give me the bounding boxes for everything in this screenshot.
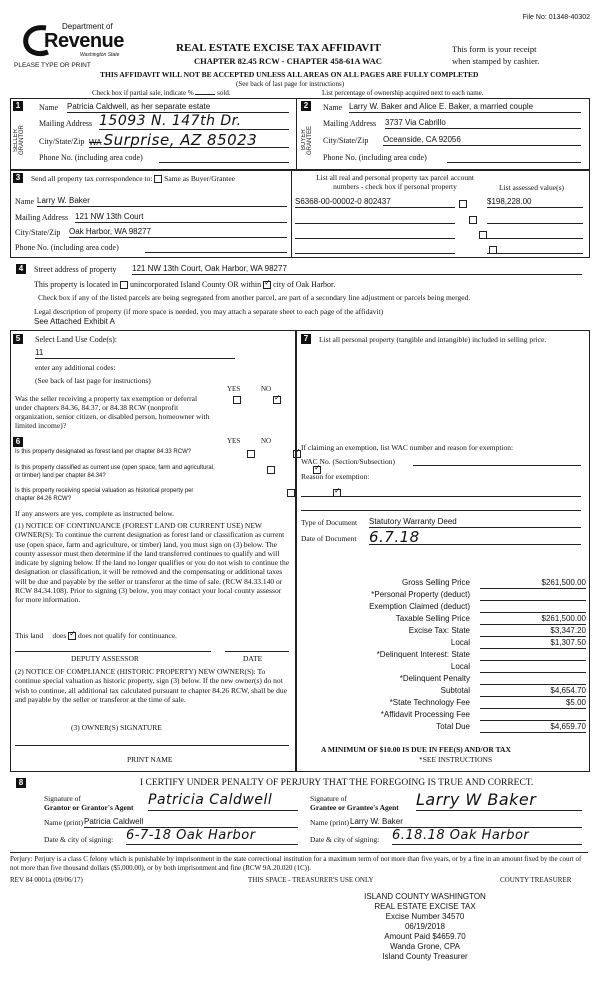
stamp-line: REAL ESTATE EXCISE TAX: [374, 902, 476, 911]
forest-land-question: Is this property designated as forest land per chapter 84.33 RCW?: [15, 449, 192, 455]
exemption-heading: If claiming an exemption, list WAC number and reason for exemption:: [301, 443, 514, 452]
grantee-signature[interactable]: Larry W Baker: [416, 790, 582, 811]
stamp-line: Island County Treasurer: [382, 952, 468, 961]
partial-sale-suffix: sold.: [217, 89, 231, 97]
fee-label: Exemption Claimed (deduct): [369, 602, 470, 611]
seller-city-field[interactable]: [89, 131, 289, 148]
certify-statement: I CERTIFY UNDER PENALTY OF PERJURY THAT THE FOREGOING IS TRUE AND CORRECT.: [140, 778, 534, 788]
partial-sale-row: [92, 89, 231, 97]
corr-name-label: Name: [15, 197, 35, 206]
seller-side-label: SELLER GRANTOR: [13, 125, 25, 155]
legal-description-label: Legal description of property (if more space is needed, you may attach a separate sheet to each page of the affidavit): [34, 307, 384, 316]
does-label: does: [52, 631, 67, 640]
minimum-due-note: A MINIMUM OF $10.00 IS DUE IN FEE(S) AND/OR TAX: [321, 745, 511, 754]
fee-label: *Delinquent Penalty: [399, 674, 470, 683]
fee-value[interactable]: $5.00: [480, 698, 586, 709]
buyer-city-label: City/State/Zip: [323, 136, 369, 145]
buyer-section: [296, 98, 590, 170]
grantor-sig-label: [44, 794, 134, 812]
fee-value[interactable]: [480, 662, 586, 673]
certification-section: [10, 772, 588, 850]
fee-value[interactable]: [480, 710, 586, 721]
qualify-row: [15, 631, 177, 640]
location-label: This property is located in: [34, 280, 118, 289]
parcel-number-field-2[interactable]: [295, 213, 455, 224]
reason-label: Reason for exemption:: [301, 472, 370, 481]
buyer-city-field[interactable]: Oceanside, CA 92056: [383, 135, 581, 146]
fee-value[interactable]: $4,659.70: [480, 722, 586, 733]
assessed-value-field-1[interactable]: $198,228.00: [487, 197, 583, 208]
buyer-phone-label: Phone No. (including area code): [323, 153, 427, 162]
grantor-name-field[interactable]: Patricia Caldwell: [84, 817, 298, 828]
fee-row: [300, 674, 590, 685]
doc-date-field[interactable]: 6.7.18: [369, 528, 581, 545]
buyer-name-field[interactable]: Larry W. Baker and Alice E. Baker, a married couple: [349, 102, 581, 113]
forest-yes-checkbox[interactable]: [247, 450, 255, 458]
stamp-line: Excise Number 34570: [385, 912, 465, 921]
does-not-qualify-checkbox[interactable]: [68, 632, 76, 640]
legal-description-field[interactable]: See Attached Exhibit A: [34, 317, 115, 326]
unincorporated-label: unincorporated Island County OR within: [129, 280, 262, 289]
fee-row: [300, 686, 590, 697]
rev-number: REV 84 0001a (09/06/17): [10, 876, 83, 884]
seller-phone-field[interactable]: [159, 152, 289, 163]
personal-property-label: List all personal property (tangible and intangible) included in selling price.: [319, 335, 547, 344]
city-of-label: city of Oak Harbor.: [273, 280, 336, 289]
owner-signature-line[interactable]: [15, 745, 289, 746]
fee-value[interactable]: $261,500.00: [480, 614, 586, 625]
doc-type-field[interactable]: Statutory Warranty Deed: [369, 517, 581, 528]
s5-no-header: NO: [261, 385, 272, 393]
buyer-phone-field[interactable]: [447, 152, 581, 163]
section-number-1: 1: [13, 101, 23, 111]
fee-label: Excise Tax: State: [408, 626, 470, 635]
grantor-signature[interactable]: Patricia Caldwell: [148, 792, 298, 811]
fee-row: [300, 662, 590, 673]
grantor-date-field[interactable]: 6-7-18 Oak Harbor: [126, 828, 298, 845]
section-number-6: 6: [13, 437, 23, 447]
fee-value[interactable]: $261,500.00: [480, 578, 586, 589]
stamp-line: ISLAND COUNTY WASHINGTON: [364, 892, 486, 901]
reason-field-2[interactable]: [301, 501, 581, 511]
land-use-field[interactable]: 11: [35, 348, 235, 359]
grantor-sig-label-1: Signature of: [44, 794, 81, 803]
fee-value[interactable]: $1,307.50: [480, 638, 586, 649]
owner-signature-label: (3) OWNER(S) SIGNATURE: [71, 723, 162, 732]
land-use-see-back: (See back of last page for instructions): [35, 376, 151, 385]
historic-yes-checkbox[interactable]: [287, 489, 295, 497]
street-label: Street address of property: [34, 265, 117, 274]
fee-label: *Affidavit Processing Fee: [380, 710, 470, 719]
logo-name: Revenue: [44, 30, 124, 52]
fee-value[interactable]: $4,654.70: [480, 686, 586, 697]
stamp-line: 06/19/2018: [404, 922, 446, 931]
see-back-instructions: (See back of last page for instructions): [236, 80, 345, 88]
grantee-name-label: Name (print): [310, 818, 349, 827]
seller-mailing-label: Mailing Address: [39, 119, 93, 128]
county-treasurer-label: COUNTY TREASURER: [500, 876, 572, 884]
correspondence-heading-text: Send all property tax correspondence to:: [31, 174, 153, 183]
parcel-heading-line-1: List all real and personal property tax parcel account: [316, 173, 474, 182]
correspondence-section: [10, 170, 590, 258]
buyer-mailing-field[interactable]: 3737 Via Cabrillo: [385, 118, 581, 129]
corr-name-field[interactable]: Larry W. Baker: [37, 196, 287, 207]
exemption-yes-checkbox[interactable]: [233, 396, 241, 404]
same-as-buyer-label: Same as Buyer/Grantee: [164, 174, 235, 183]
corr-city-label: City/State/Zip: [15, 228, 61, 237]
fee-label: Subtotal: [440, 686, 470, 695]
compliance-notice: (2) NOTICE OF COMPLIANCE (HISTORIC PROPERTY) NEW OWNER(S): To continue special valuation as historic property, sign (3) below. If the new owner(s) do not wish to continue, all additional tax calculated pursuant to chapter 84.26 RCW, shall be due and payable by the seller or transferor at the time of sale.: [15, 667, 287, 704]
parcel-heading-line-2: numbers - check box if personal property: [333, 182, 457, 191]
additional-codes-label: enter any additional codes:: [35, 363, 116, 372]
fee-label: Total Due: [436, 722, 470, 731]
corr-mailing-field[interactable]: 121 NW 13th Court: [75, 212, 287, 223]
fee-row: [300, 590, 590, 601]
if-yes-note: If any answers are yes, complete as instructed below.: [15, 509, 175, 518]
buyer-name-label: Name: [323, 103, 343, 112]
seller-phone-label: Phone No. (including area code): [39, 153, 143, 162]
s6-yes-header: YES: [227, 437, 241, 445]
does-not-label: does not qualify for continuance.: [78, 631, 177, 640]
partial-sale-label: Check box if partial sale, indicate %: [92, 89, 194, 97]
seller-city-label: City/State/Zip: [39, 137, 85, 146]
grantee-date-field[interactable]: 6.18.18 Oak Harbor: [392, 828, 582, 845]
corr-mailing-label: Mailing Address: [15, 213, 69, 222]
receipt-note-1: This form is your receipt: [452, 44, 537, 54]
parcel-number-field-1[interactable]: S6368-00-00002-0 802437: [295, 197, 455, 208]
continuance-notice: (1) NOTICE OF CONTINUANCE (FOREST LAND OR CURRENT USE) NEW OWNER(S): To continue the current designation as forest land or classification as current use (open space, farm and agriculture, or timber) land, you must sign on (3) below. The county assessor must then determine if the land transferred continues to qualify and will indicate by signing below. If the land no longer qualifies or you do not wish to continue the designation or classification, it will be removed and the compensating or additional taxes will be due and payable by the seller or transferor at the time of sale. (RCW 84.33.140 or RCW 84.34.108). Prior to signing (3) below, you may contact your local county assessor for more information.: [15, 521, 290, 605]
stamp-line: Wanda Grone, CPA: [390, 942, 460, 951]
assessed-value-field-2[interactable]: [487, 213, 583, 224]
grantor-sig-label-2: Grantor or Grantor's Agent: [44, 803, 134, 812]
treasurer-stamp: [340, 892, 510, 962]
warning-banner: THIS AFFIDAVIT WILL NOT BE ACCEPTED UNLESS ALL AREAS ON ALL PAGES ARE FULLY COMPLETED: [100, 70, 479, 79]
treasurer-use-only: THIS SPACE - TREASURER'S USE ONLY: [248, 876, 374, 884]
current-use-question: Is this property classified as current use (open space, farm and agricultural, or timber) land per chapter 84.34?: [15, 465, 215, 479]
fee-row: [300, 626, 590, 637]
exemption-no-checkbox[interactable]: [273, 396, 281, 404]
fee-value[interactable]: [480, 602, 586, 613]
fee-row: [300, 722, 590, 733]
form-title: REAL ESTATE EXCISE TAX AFFIDAVIT: [176, 42, 381, 54]
historic-question: Is this property receiving special valuation as historical property per chapter 84.26 RCW?: [15, 488, 194, 502]
fee-label: Local: [450, 662, 470, 671]
date-label: DATE: [243, 654, 263, 663]
within-city-checkbox[interactable]: [263, 281, 271, 289]
fee-label: Taxable Selling Price: [395, 614, 470, 623]
department-logo: [22, 22, 122, 62]
grantor-date-label: Date & city of signing:: [44, 835, 114, 844]
seller-section: [10, 98, 297, 170]
assessed-heading: List assessed value(s): [499, 183, 564, 192]
section-number-3: 3: [13, 173, 23, 183]
grantee-sig-label-1: Signature of: [310, 794, 347, 803]
parcel-personal-checkbox-2[interactable]: [469, 216, 477, 224]
buyer-side-label: BUYER GRANTEE: [301, 125, 313, 155]
seller-city-value: Surprise, AZ 85023: [103, 131, 258, 149]
land-use-section: [10, 330, 296, 772]
section-number-5: 5: [13, 334, 23, 344]
section-number-2: 2: [301, 101, 311, 111]
exemption-question: Was the seller receiving a property tax exemption or deferral under chapters 84.36, 84.37, or 84.38 RCW (nonprofit organization, senior citizen, or disabled person, homeowner with limited income)?: [15, 394, 210, 430]
fee-value[interactable]: $3,347.20: [480, 626, 586, 637]
section-number-4: 4: [16, 264, 26, 274]
wac-field[interactable]: [413, 456, 581, 466]
fee-row: [300, 638, 590, 649]
seller-mailing-field[interactable]: 15093 N. 147th Dr.: [99, 113, 289, 130]
buyer-mailing-label: Mailing Address: [323, 119, 377, 128]
grantee-date-label: Date & city of signing:: [310, 835, 380, 844]
same-as-buyer-checkbox[interactable]: [154, 175, 162, 183]
segregated-note: Check box if any of the listed parcels are being segregated from another parcel, are part of a secondary line adjustment or parcels being merged.: [38, 293, 471, 302]
fee-value[interactable]: [480, 650, 586, 661]
print-name-label: PRINT NAME: [127, 755, 173, 764]
grantee-sig-label-2: Grantee or Grantee's Agent: [310, 803, 399, 812]
current-use-yes-checkbox[interactable]: [267, 466, 275, 474]
fee-label: Local: [450, 638, 470, 647]
doc-type-label: Type of Document: [301, 518, 358, 527]
deputy-assessor-label: DEPUTY ASSESSOR: [71, 654, 139, 663]
please-type: PLEASE TYPE OR PRINT: [14, 62, 91, 69]
perjury-notice: Perjury: Perjury is a class C felony which is punishable by imprisonment in the state correctional institution for a maximum term of not more than five years, or by a fine in an amount fixed by the court of not more than five thousand dollars ($5,000.00), or by both imprisonment and fine (RCW 9A.20.020 (1C)).: [10, 852, 588, 873]
seller-city-struck-state: WA: [89, 138, 102, 147]
corr-city-field[interactable]: Oak Harbor, WA 98277: [69, 227, 287, 238]
ownership-note: List percentage of ownership acquired next to each name.: [322, 89, 484, 97]
parcel-number-field-3[interactable]: [295, 228, 455, 239]
logo-dept: Department of: [62, 22, 113, 31]
property-section: [10, 262, 588, 330]
fee-row: [300, 710, 590, 721]
parcel-heading: [295, 173, 495, 191]
doc-date-label: Date of Document: [301, 534, 357, 543]
fee-row: [300, 602, 590, 613]
correspondence-heading: [31, 174, 235, 183]
logo-state: Washington State: [80, 52, 120, 58]
grantor-name-label: Name (print): [44, 818, 83, 827]
section-number-7: 7: [301, 334, 311, 344]
unincorporated-checkbox[interactable]: [120, 281, 128, 289]
form-subtitle: CHAPTER 82.45 RCW - CHAPTER 458-61A WAC: [194, 56, 382, 66]
location-row: [34, 280, 335, 289]
grantee-sig-label: [310, 794, 399, 812]
fee-row: [300, 650, 590, 661]
fee-value[interactable]: [480, 590, 586, 601]
parcel-number-field-4[interactable]: [295, 243, 455, 254]
s5-yes-header: YES: [227, 385, 241, 393]
reason-field-1[interactable]: [301, 487, 581, 497]
seller-name-label: Name: [39, 103, 59, 112]
corr-phone-field[interactable]: [145, 242, 287, 253]
fee-label: *Delinquent Interest: State: [376, 650, 470, 659]
parcel-personal-checkbox-1[interactable]: [459, 200, 467, 208]
seller-name-field[interactable]: Patricia Caldwell, as her separate estate: [67, 102, 289, 113]
land-use-label: Select Land Use Code(s):: [35, 335, 117, 344]
fee-value[interactable]: [480, 674, 586, 685]
fee-label: Gross Selling Price: [401, 578, 470, 587]
stamp-line: Amount Paid $4659.70: [384, 932, 466, 941]
assessed-value-field-4[interactable]: [487, 243, 583, 254]
wac-label: WAC No. (Section/Subsection): [301, 457, 395, 466]
fee-label: *State Technology Fee: [389, 698, 470, 707]
receipt-note-2: when stamped by cashier.: [452, 56, 540, 66]
file-number: File No: 01348-40302: [522, 14, 590, 21]
assessed-value-field-3[interactable]: [487, 228, 583, 239]
corr-phone-label: Phone No. (including area code): [15, 243, 119, 252]
this-land-label: This land: [15, 631, 44, 640]
grantee-name-field[interactable]: Larry W. Baker: [350, 817, 582, 828]
fee-row: [300, 578, 590, 589]
parcel-personal-checkbox-3[interactable]: [479, 231, 487, 239]
see-instructions-note: *SEE INSTRUCTIONS: [419, 755, 493, 764]
street-field[interactable]: 121 NW 13th Court, Oak Harbor, WA 98277: [132, 264, 582, 275]
fee-row: [300, 614, 590, 625]
s6-no-header: NO: [261, 437, 272, 445]
section-number-8: 8: [16, 778, 26, 788]
fee-row: [300, 698, 590, 709]
fee-label: *Personal Property (deduct): [371, 590, 470, 599]
